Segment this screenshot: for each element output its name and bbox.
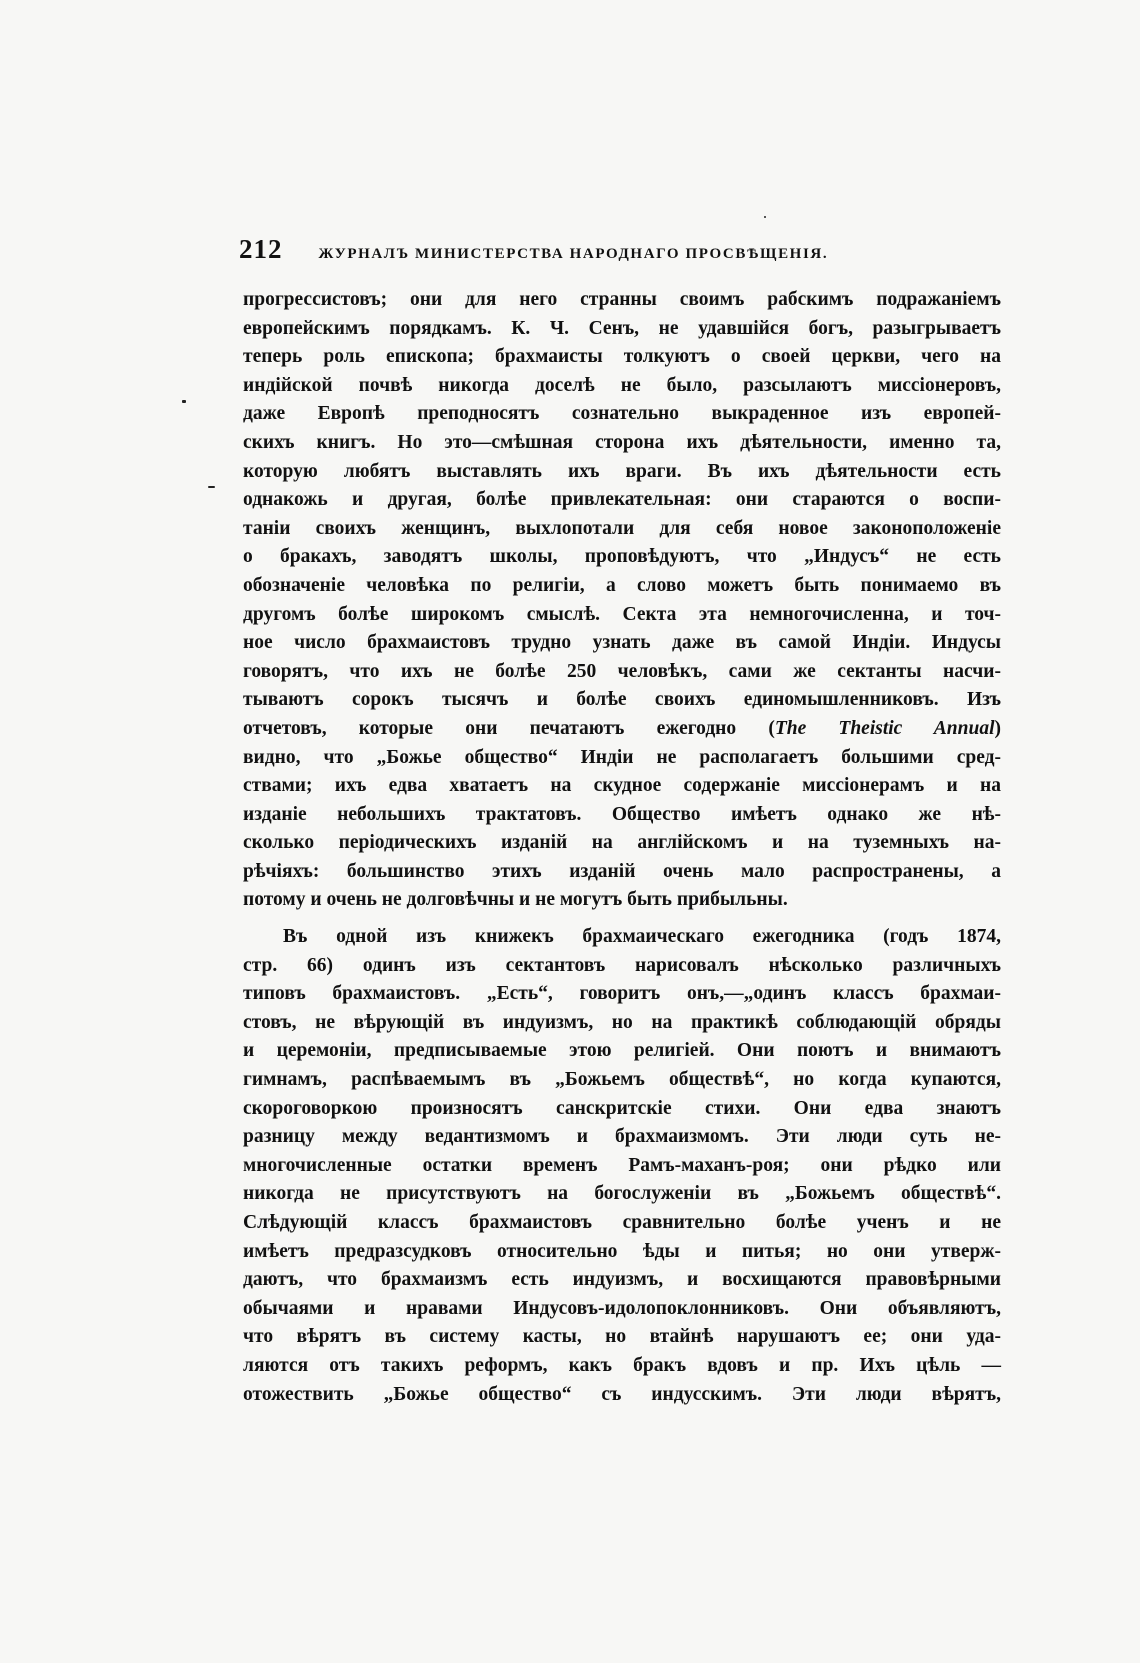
text-line: рѣчіяхъ: большинство этихъ изданій очень мало распространены, а xyxy=(243,860,1001,882)
text-line: имѣетъ предразсудковъ относительно ѣды и питья; но они утверж- xyxy=(243,1240,1001,1262)
text-line: индійской почвѣ никогда доселѣ не было, разсылаютъ миссіонеровъ, xyxy=(243,374,1001,396)
text-line: тываютъ сорокъ тысячъ и болѣе своихъ единомышленниковъ. Изъ xyxy=(243,689,1001,711)
text-line: о бракахъ, заводятъ школы, проповѣдуютъ, что „Индусъ“ не есть xyxy=(243,546,1001,568)
annual-title: The Theistic Annual xyxy=(774,717,995,739)
text-line: Въ одной изъ книжекъ брахмаическаго ежегодника (годъ 1874, xyxy=(283,926,1001,948)
text-line: скихъ книгъ. Но это—смѣшная сторона ихъ дѣятельности, именно та, xyxy=(243,431,1001,453)
text-line: изданіе небольшихъ трактатовъ. Общество имѣетъ однако же нѣ- xyxy=(243,803,1001,825)
text-line: однакожь и другая, болѣе привлекательная: они стараются о воспи- xyxy=(243,489,1001,511)
text-line: обозначеніе человѣка по религіи, а слово можетъ быть понимаемо въ xyxy=(243,574,1001,596)
text-line: даютъ, что брахмаизмъ есть индуизмъ, и восхищаются правовѣрными xyxy=(243,1269,1001,1291)
page-number: 212 xyxy=(239,234,283,264)
running-title: ЖУРНАЛЪ МИНИСТЕРСТВА НАРОДНАГО ПРОСВѢЩЕНІЯ. xyxy=(318,246,829,262)
text-line: многочисленные остатки временъ Рамъ-маханъ-роя; они рѣдко или xyxy=(243,1154,1001,1176)
text-line: разницу между ведантизмомъ и брахмаизмомъ. Эти люди суть не- xyxy=(243,1126,1001,1148)
text-line: которую любятъ выставлять ихъ враги. Въ ихъ дѣятельности есть xyxy=(243,460,1001,482)
text-line: сколько періодическихъ изданій на англійскомъ и на туземныхъ на- xyxy=(243,832,1001,854)
text-line: теперь роль епископа; брахмаисты толкуютъ о своей церкви, чего на xyxy=(243,346,1001,368)
text-line: ное число брахмаистовъ трудно узнать даже въ самой Индіи. Индусы xyxy=(243,632,1001,654)
text-line: гимнамъ, распѣваемымъ въ „Божьемъ обществѣ“, но когда купаются, xyxy=(243,1069,1001,1091)
text-line: обычаями и нравами Индусовъ-идолопоклонниковъ. Они объявляютъ, xyxy=(243,1297,1001,1319)
text-line: что вѣрятъ въ систему касты, но втайнѣ нарушаютъ ее; они уда- xyxy=(243,1326,1001,1348)
text-line: стр. 66) одинъ изъ сектантовъ нарисовалъ нѣсколько различныхъ xyxy=(243,954,1001,976)
text-fragment: отчетовъ, которые они печатаютъ ежегодно ( xyxy=(243,717,775,739)
text-line: скороговоркою произносятъ санскритскіе стихи. Они едва знаютъ xyxy=(243,1097,1001,1119)
text-line: таніи своихъ женщинъ, выхлопотали для себя новое законоположеніе xyxy=(243,517,1001,539)
text-line: Слѣдующій классъ брахмаистовъ сравнительно болѣе ученъ и не xyxy=(243,1212,1001,1233)
text-line: типовъ брахмаистовъ. „Есть“, говоритъ онъ,—„одинъ классъ брахмаи- xyxy=(243,983,1001,1005)
paragraph-gap xyxy=(243,915,1001,923)
text-line: стовъ, не вѣрующій въ индуизмъ, но на практикѣ соблюдающій обряды xyxy=(243,1011,1001,1033)
text-line: ляются отъ такихъ реформъ, какъ бракъ вдовъ и пр. Ихъ цѣль — xyxy=(243,1354,1001,1376)
text-line-with-title xyxy=(243,715,1001,744)
margin-mark xyxy=(182,400,186,403)
text-line: и церемоніи, предписываемые этою религіей. Они поютъ и внимаютъ xyxy=(243,1040,1001,1062)
page-header xyxy=(239,234,1001,268)
margin-mark xyxy=(208,486,215,488)
text-line: ствами; ихъ едва хватаетъ на скудное содержаніе миссіонерамъ и на xyxy=(243,775,1001,797)
text-line: отожествить „Божье общество“ съ индусскимъ. Эти люди вѣрятъ, xyxy=(243,1383,1001,1405)
text-line: говорятъ, что ихъ не болѣе 250 человѣкъ, сами же сектанты насчи- xyxy=(243,660,1001,682)
text-line: никогда не присутствуютъ на богослуженіи въ „Божьемъ обществѣ“. xyxy=(243,1183,1001,1205)
text-line: даже Европѣ преподносятъ сознательно выкраденное изъ европей- xyxy=(243,403,1001,425)
close-paren: ) xyxy=(994,717,1001,739)
text-line: потому и очень не долговѣчны и не могутъ быть прибыльны. xyxy=(243,889,788,911)
text-line: другомъ болѣе широкомъ смыслѣ. Секта эта немногочисленна, и точ- xyxy=(243,603,1001,625)
text-line: видно, что „Божье общество“ Индіи не располагаетъ большими сред- xyxy=(243,746,1001,768)
text-line: европейскимъ порядкамъ. К. Ч. Сенъ, не удавшійся богъ, разыгрываетъ xyxy=(243,317,1001,339)
margin-mark xyxy=(764,216,766,218)
text-line: прогрессистовъ; они для него странны своимъ рабскимъ подражаніемъ xyxy=(243,289,1001,310)
body-text xyxy=(243,286,1001,1409)
